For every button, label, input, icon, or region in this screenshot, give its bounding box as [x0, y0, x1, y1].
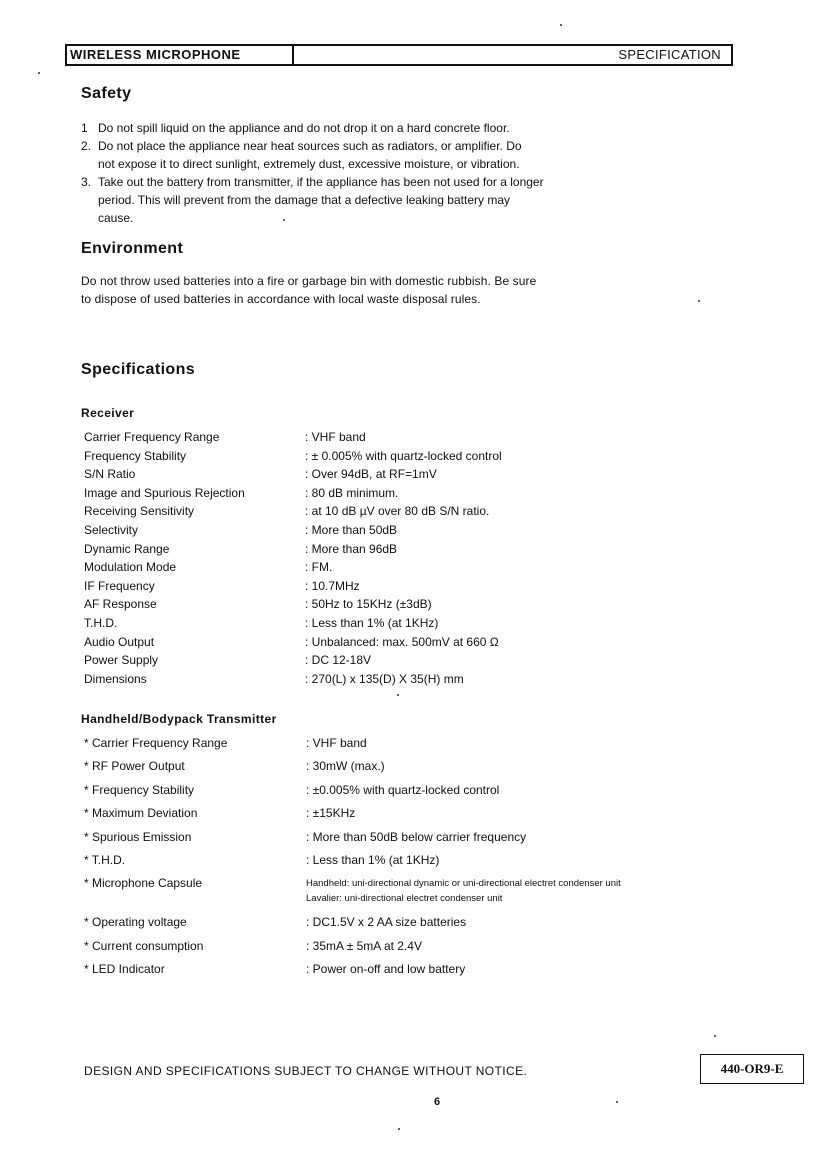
item-number: 3.: [81, 175, 92, 189]
capsule-handheld: Handheld: uni-directional dynamic or uni-directional electret condenser unit: [306, 878, 621, 890]
spec-value: : 35mA ± 5mA at 2.4V: [306, 938, 422, 953]
item-number: 2.: [81, 139, 92, 153]
environment-heading: Environment: [81, 240, 184, 257]
specifications-heading: Specifications: [81, 361, 196, 378]
spec-row: [84, 670, 502, 689]
spec-value: : 50Hz to 15KHz (±3dB): [305, 597, 432, 612]
safety-item-3: [81, 173, 721, 191]
spec-value: : at 10 dB µV over 80 dB S/N ratio.: [305, 504, 490, 519]
environment-line: Do not throw used batteries into a fire or garbage bin with domestic rubbish. Be sure: [81, 274, 537, 288]
spec-row: [84, 935, 621, 958]
spec-value: : 10.7MHz: [305, 578, 360, 593]
environment-line: to dispose of used batteries in accordance with local waste disposal rules.: [81, 292, 481, 306]
spec-value: : More than 96dB: [305, 541, 398, 556]
item-text: period. This will prevent from the damage that a defective leaking battery may: [98, 193, 510, 207]
spec-value: : DC1.5V x 2 AA size batteries: [306, 915, 467, 930]
scan-speck: [714, 1035, 716, 1037]
spec-label: IF Frequency: [84, 578, 155, 593]
receiver-heading: Receiver: [81, 406, 135, 420]
spec-row: [84, 558, 502, 577]
spec-value: : ±15KHz: [306, 806, 356, 821]
spec-value: : More than 50dB below carrier frequency: [306, 829, 527, 844]
safety-item-2-cont: [81, 155, 721, 173]
spec-row: [84, 802, 621, 825]
item-text: Take out the battery from transmitter, if the appliance has been not used for a longer: [98, 175, 544, 189]
footer-notice: DESIGN AND SPECIFICATIONS SUBJECT TO CHANGE WITHOUT NOTICE.: [84, 1064, 528, 1078]
spec-row: [84, 849, 621, 872]
scan-speck: [398, 1128, 400, 1130]
scan-speck: [698, 300, 700, 302]
document-code: 440-OR9-E: [700, 1054, 804, 1084]
spec-row: [84, 732, 621, 755]
spec-value: : ±0.005% with quartz-locked control: [306, 782, 500, 797]
item-text: cause.: [98, 211, 134, 225]
spec-row: [84, 447, 502, 466]
spec-label: * Operating voltage: [84, 915, 187, 930]
spec-value: : Less than 1% (at 1KHz): [306, 852, 440, 867]
environment-text: [81, 272, 536, 308]
transmitter-heading: Handheld/Bodypack Transmitter: [81, 712, 277, 726]
spec-row: [84, 484, 502, 503]
item-text: Do not spill liquid on the appliance and do not drop it on a hard concrete floor.: [98, 121, 510, 135]
spec-value: : 270(L) x 135(D) X 35(H) mm: [305, 671, 464, 686]
scan-speck: [283, 219, 285, 221]
spec-label: * Microphone Capsule: [84, 876, 203, 891]
item-text: not expose it to direct sunlight, extremely dust, excessive moisture, or vibration.: [98, 157, 520, 171]
scan-speck: [560, 24, 562, 26]
safety-list: [81, 119, 721, 227]
spec-label: Carrier Frequency Range: [84, 430, 220, 444]
spec-value: : VHF band: [306, 736, 367, 750]
scan-speck: [397, 694, 399, 696]
spec-value: : Unbalanced: max. 500mV at 660 Ω: [305, 634, 499, 649]
spec-label: Dynamic Range: [84, 541, 170, 556]
spec-label: * Maximum Deviation: [84, 806, 198, 821]
spec-row: [84, 911, 621, 934]
spec-label: * LED Indicator: [84, 962, 165, 977]
spec-value: : Over 94dB, at RF=1mV: [305, 467, 437, 482]
spec-value: : 30mW (max.): [306, 759, 385, 774]
spec-value: : Less than 1% (at 1KHz): [305, 615, 439, 630]
spec-row-microphone-capsule: [84, 872, 621, 911]
spec-label: * RF Power Output: [84, 759, 185, 774]
safety-heading: Safety: [81, 85, 132, 102]
spec-label: * Current consumption: [84, 938, 204, 953]
product-name: WIRELESS MICROPHONE: [67, 46, 294, 64]
spec-row: [84, 651, 502, 670]
spec-label: Image and Spurious Rejection: [84, 485, 245, 500]
spec-row: [84, 958, 621, 981]
receiver-spec-table: [84, 428, 502, 688]
spec-value: : FM.: [305, 560, 333, 575]
spec-value: : VHF band: [305, 430, 366, 444]
page-header: [65, 44, 733, 66]
safety-item-3-cont2: [81, 209, 721, 227]
spec-row: [84, 521, 502, 540]
spec-label: Modulation Mode: [84, 560, 177, 575]
spec-value: : Power on-off and low battery: [306, 962, 466, 977]
spec-label: Audio Output: [84, 634, 155, 649]
spec-value: : More than 50dB: [305, 522, 398, 537]
spec-label: T.H.D.: [84, 615, 118, 630]
safety-item-1: [81, 119, 721, 137]
transmitter-spec-table: [84, 732, 621, 982]
spec-row: [84, 633, 502, 652]
safety-item-3-cont: [81, 191, 721, 209]
spec-label: Frequency Stability: [84, 448, 187, 463]
spec-value: : 80 dB minimum.: [305, 485, 399, 500]
spec-label: Receiving Sensitivity: [84, 504, 195, 519]
spec-label: Dimensions: [84, 671, 147, 686]
spec-row: [84, 577, 502, 596]
spec-label: * Carrier Frequency Range: [84, 736, 228, 750]
capsule-lavalier: Lavalier: uni-directional electret condenser unit: [306, 893, 503, 905]
spec-label: Selectivity: [84, 522, 139, 537]
spec-value: [306, 872, 621, 911]
spec-row: [84, 595, 502, 614]
spec-value: : DC 12-18V: [305, 653, 372, 668]
spec-row: [84, 755, 621, 778]
spec-row: [84, 502, 502, 521]
spec-label: * T.H.D.: [84, 852, 126, 867]
spec-label: S/N Ratio: [84, 467, 136, 482]
spec-row: [84, 614, 502, 633]
spec-value: : ± 0.005% with quartz-locked control: [305, 448, 502, 463]
safety-item-2: [81, 137, 721, 155]
scan-speck: [616, 1101, 618, 1103]
spec-label: * Frequency Stability: [84, 782, 195, 797]
spec-label: Power Supply: [84, 653, 159, 668]
spec-row: [84, 540, 502, 559]
spec-row: [84, 826, 621, 849]
page-number: 6: [434, 1096, 441, 1108]
spec-label: * Spurious Emission: [84, 829, 192, 844]
item-text: Do not place the appliance near heat sources such as radiators, or amplifier. Do: [98, 139, 522, 153]
section-name: SPECIFICATION: [618, 47, 721, 62]
spec-row: [84, 779, 621, 802]
scan-speck: [38, 72, 40, 74]
spec-row: [84, 465, 502, 484]
spec-label: AF Response: [84, 597, 157, 612]
item-number: 1: [81, 121, 88, 135]
spec-row: [84, 428, 502, 447]
